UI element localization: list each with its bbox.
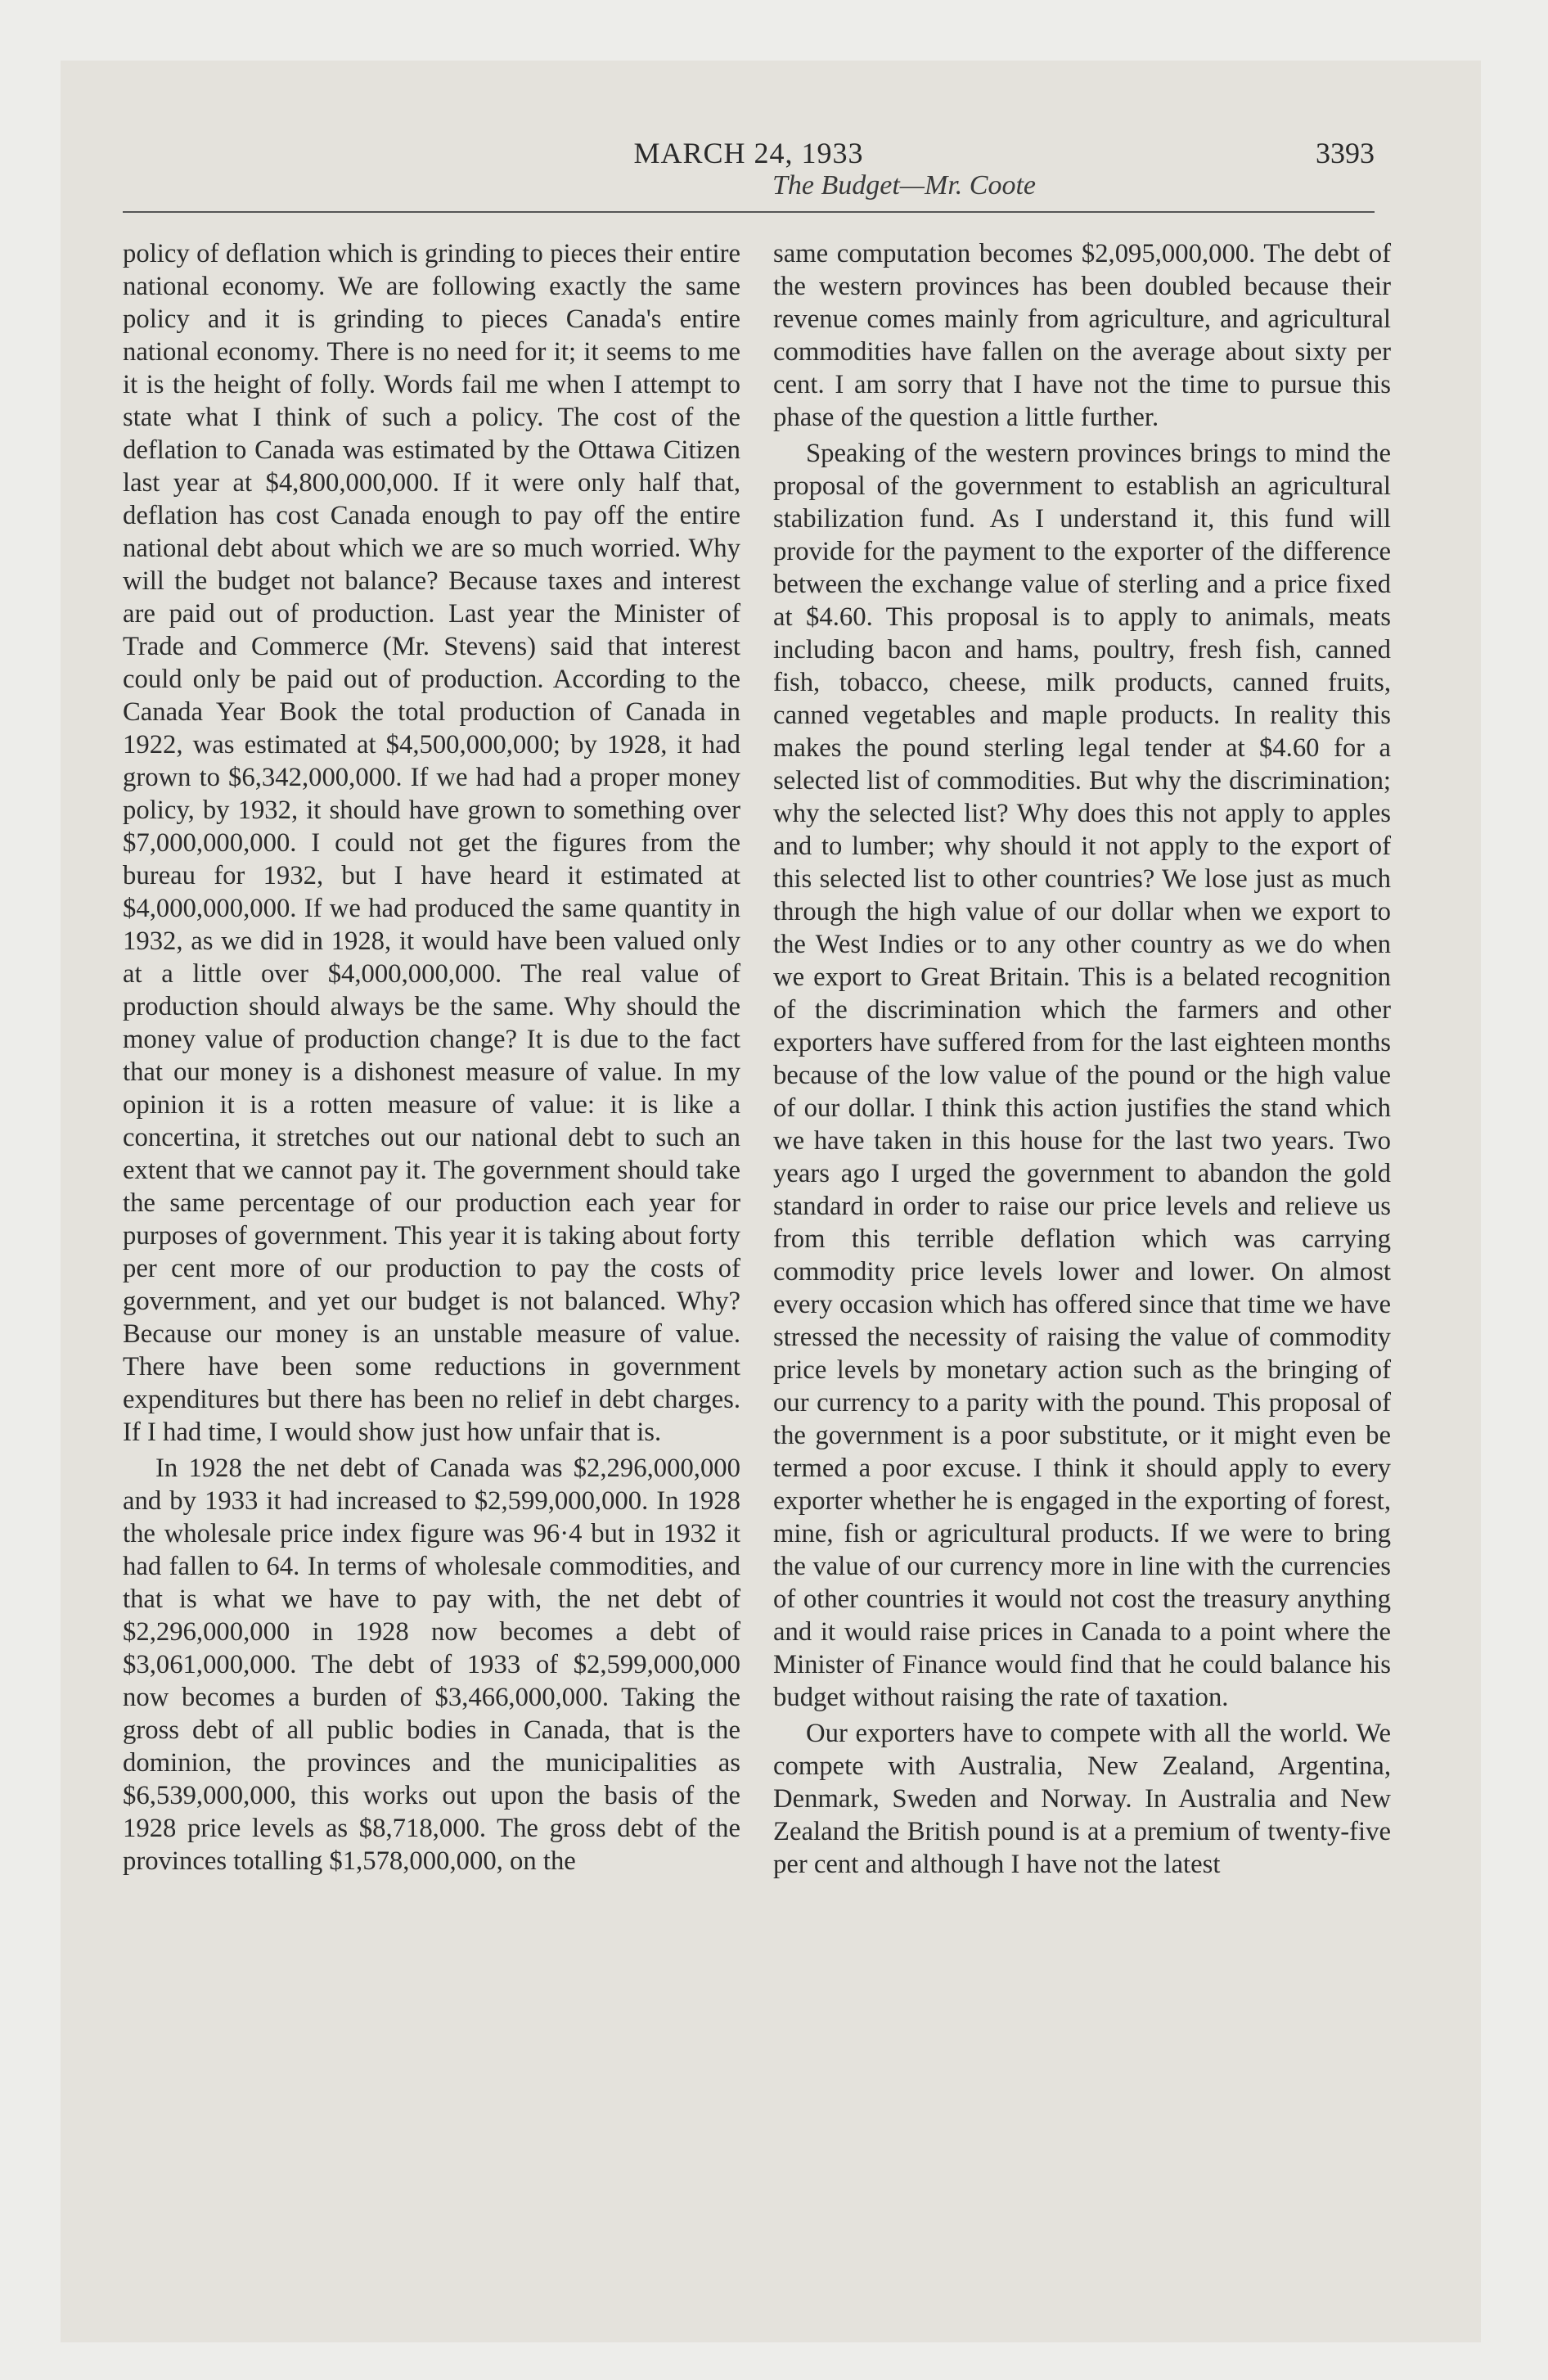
right-paragraph-3: Our exporters have to compete with all the world. We compete with Australia, New Zealand, Argentina, Denmark, Sweden and Norway. In Australia and New Zealand the British pound is at a premium of twenty-five per cent and although I have not the latest xyxy=(773,1719,1391,1879)
left-column xyxy=(123,237,740,2333)
left-paragraph-2: In 1928 the net debt of Canada was $2,296,000,000 and by 1933 it had increased to $2,599,000,000. In 1928 the wholesale price index figure was 96·4 but in 1932 it had fallen to 64. In terms of wholesale commodities, and that is what we have to pay with, the net debt of $2,296,000,000 in 1928 now becomes a debt of $3,061,000,000. The debt of 1933 of $2,599,000,000 now becomes a burden of $3,466,000,000. Taking the gross debt of all public bodies in Canada, that is the dominion, the provinces and the municipalities as $6,539,000,000, this works out upon the basis of the 1928 price levels as $8,718,000. The gross debt of the provinces totalling $1,578,000,000, on the xyxy=(123,1454,740,1876)
right-paragraph-1: same computation becomes $2,095,000,000. The debt of the western provinces has been doubled because their revenue comes mainly from agriculture, and agricultural commodities have fallen on the average about sixty per cent. I am sorry that I have not the time to pursue this phase of the question a little further. xyxy=(773,239,1391,432)
header-date: MARCH 24, 1933 xyxy=(633,137,864,169)
header-rule xyxy=(123,211,1375,213)
left-paragraph-1: policy of deflation which is grinding to pieces their entire national economy. We are following exactly the same policy and it is grinding to pieces Canada's entire national economy. There is no need for it; it seems to me it is the height of folly. Words fail me when I attempt to state what I think of such a policy. The cost of the deflation to Canada was estimated by the Ottawa Citizen last year at $4,800,000,000. If it were only half that, deflation has cost Canada enough to pay off the entire national debt about which we are so much worried. Why will the budget not balance? Because taxes and interest are paid out of production. Last year the Minister of Trade and Commerce (Mr. Stevens) said that interest could only be paid out of production. According to the Canada Year Book the total production of Canada in 1922, was estimated at $4,500,000,000; by 1928, it had grown to $6,342,000,000. If we had had a proper money policy, by 1932, it should have grown to something over $7,000,000,000. I could not get the figures from the bureau for 1932, but I have heard it estimated at $4,000,000,000. If we had produced the same quantity in 1932, as we did in 1928, it would have been valued only at a little over $4,000,000,000. The real value of production should always be the same. Why should the money value of production change? It is due to the fact that our money is a dishonest measure of value. In my opinion it is a rotten measure of value: it is like a concertina, it stretches out our national debt to such an extent that we cannot pay it. The government should take the same percentage of our production each year for purposes of government. This year it is taking about forty per cent more of our production to pay the costs of government, and yet our budget is not balanced. Why? Because our money is an unstable measure of value. There have been some reductions in government expenditures but there has been no relief in debt charges. If I had time, I would show just how unfair that is. xyxy=(123,239,740,1447)
right-paragraph-2: Speaking of the western provinces brings to mind the proposal of the government to establish an agricultural stabilization fund. As I understand it, this fund will provide for the payment to the exporter of the difference between the exchange value of sterling and a price fixed at $4.60. This proposal is to apply to animals, meats including bacon and hams, poultry, fresh fish, canned fish, tobacco, cheese, milk products, canned fruits, canned vegetables and maple products. In reality this makes the pound sterling legal tender at $4.60 for a selected list of commodities. But why the discrimination; why the selected list? Why does this not apply to apples and to lumber; why should it not apply to the export of this selected list to other countries? We lose just as much through the high value of our dollar when we export to the West Indies or to any other country as we do when we export to Great Britain. This is a belated recognition of the discrimination which the farmers and other exporters have suffered from for the last eighteen months because of the low value of the pound or the high value of our dollar. I think this action justifies the stand which we have taken in this house for the last two years. Two years ago I urged the government to abandon the gold standard in order to raise our price levels and relieve us from this terrible deflation which was carrying commodity price levels lower and lower. On almost every occasion which has offered since that time we have stressed the necessity of raising the value of commodity price levels by monetary action such as the bringing of our currency to a parity with the pound. This proposal of the government is a poor substitute, or it might even be termed a poor excuse. I think it should apply to every exporter whether he is engaged in the exporting of forest, mine, fish or agricultural products. If we were to bring the value of our currency more in line with the currencies of other countries it would not cost the treasury anything and it would raise prices in Canada to a point where the Minister of Finance would find that he could balance his budget without raising the rate of taxation. xyxy=(773,439,1391,1712)
right-column xyxy=(773,237,1391,2333)
page-header xyxy=(123,136,1375,210)
page-number: 3393 xyxy=(1316,137,1375,169)
running-title: The Budget—Mr. Coote xyxy=(772,170,1037,201)
